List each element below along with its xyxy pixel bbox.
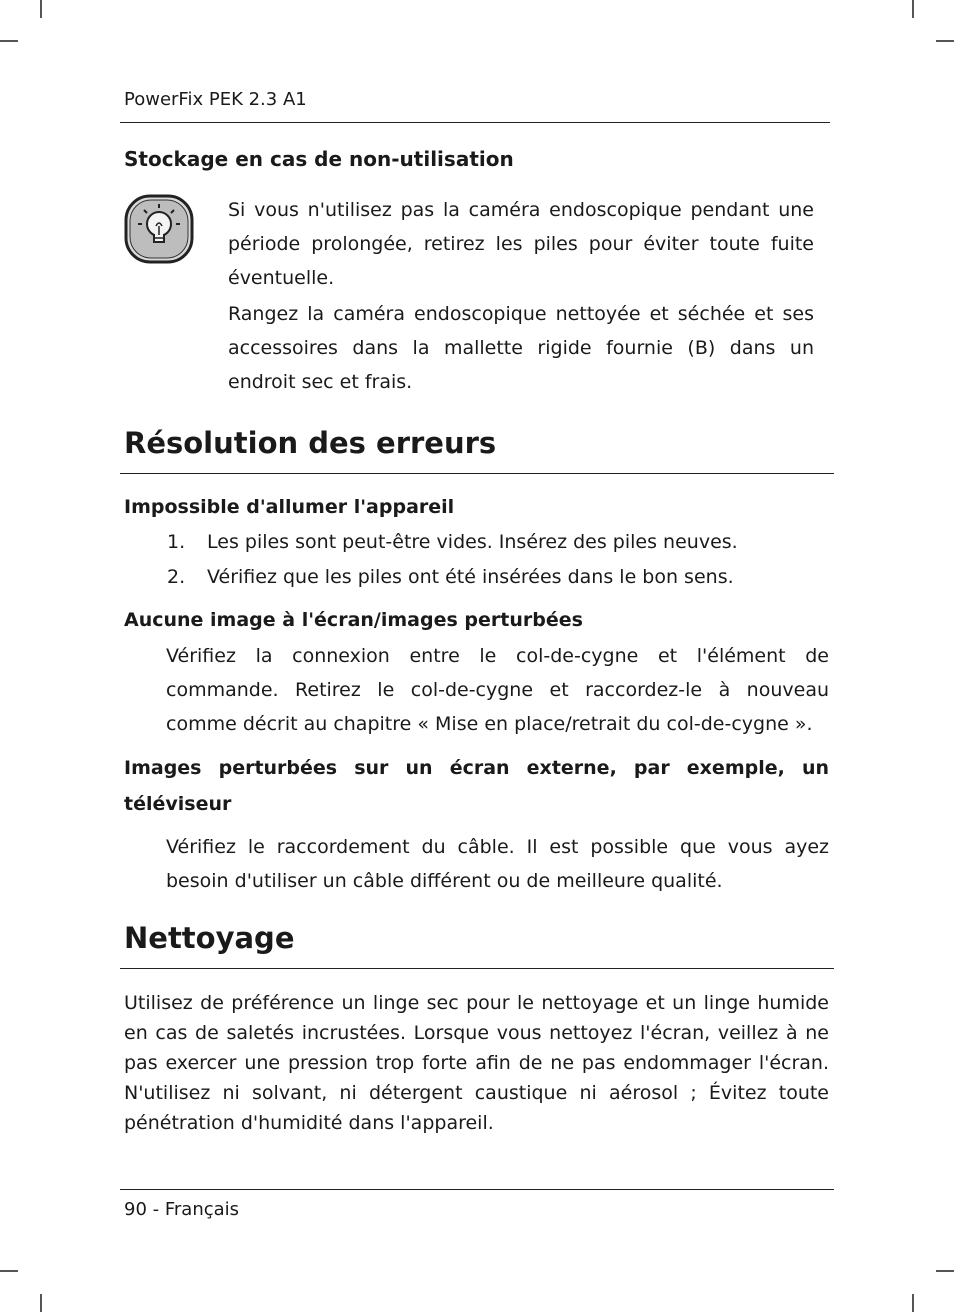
crop-mark [0, 1270, 18, 1272]
cleaning-heading: Nettoyage [124, 921, 295, 955]
no-image-heading: Aucune image à l'écran/images perturbées [124, 609, 583, 631]
crop-mark [40, 1294, 42, 1312]
crop-mark [0, 40, 18, 42]
crop-mark [936, 1270, 954, 1272]
troubleshooting-heading: Résolution des erreurs [124, 426, 497, 460]
header-rule [120, 122, 830, 123]
external-screen-text: Vérifiez le raccordement du câble. Il est possible que vous ayez besoin d'utiliser un câble différent ou de meilleure qualité. [166, 836, 829, 892]
list-text: Les piles sont peut-être vides. Insérez des piles neuves. [207, 531, 738, 553]
crop-mark [912, 0, 914, 18]
lightbulb-tip-icon [124, 194, 196, 264]
list-text: Vérifiez que les piles ont été insérées dans le bon sens. [207, 566, 734, 588]
list-number: 2. [167, 566, 186, 588]
running-header: PowerFix PEK 2.3 A1 [124, 89, 307, 110]
external-screen-heading: Images perturbées sur un écran externe, par exemple, un téléviseur [124, 757, 829, 815]
cleaning-text: Utilisez de préférence un linge sec pour le nettoyage et un linge humide en cas de saletés incrustées. Lorsque vous nettoyez l'écran, veillez à ne pas exercer une pression trop forte afin de ne pas endommager l'écran. N'utilisez ni solvant, ni détergent caustique ni aérosol ; Évitez toute pénétration d'humidité dans l'appareil. [124, 992, 829, 1134]
storage-paragraph-2: Rangez la caméra endoscopique nettoyée et séchée et ses accessoires dans la mallette rigide fournie (B) dans un endroit sec et frais. [228, 303, 814, 393]
crop-mark [40, 0, 42, 18]
crop-mark [912, 1294, 914, 1312]
crop-mark [936, 40, 954, 42]
page-footer: 90 - Français [124, 1199, 240, 1220]
no-image-text: Vérifiez la connexion entre le col-de-cygne et l'élément de commande. Retirez le col-de-cygne et raccordez-le à nouveau comme décrit au chapitre « Mise en place/retrait du col-de-cygne ». [166, 645, 829, 735]
list-number: 1. [167, 531, 186, 553]
footer-rule [120, 1189, 834, 1190]
storage-heading: Stockage en cas de non-utilisation [124, 147, 514, 171]
section-rule [120, 473, 834, 474]
power-issue-heading: Impossible d'allumer l'appareil [124, 496, 455, 518]
section-rule [120, 968, 834, 969]
storage-paragraph-1: Si vous n'utilisez pas la caméra endoscopique pendant une période prolongée, retirez les piles pour éviter toute fuite éventuelle. [228, 199, 814, 289]
